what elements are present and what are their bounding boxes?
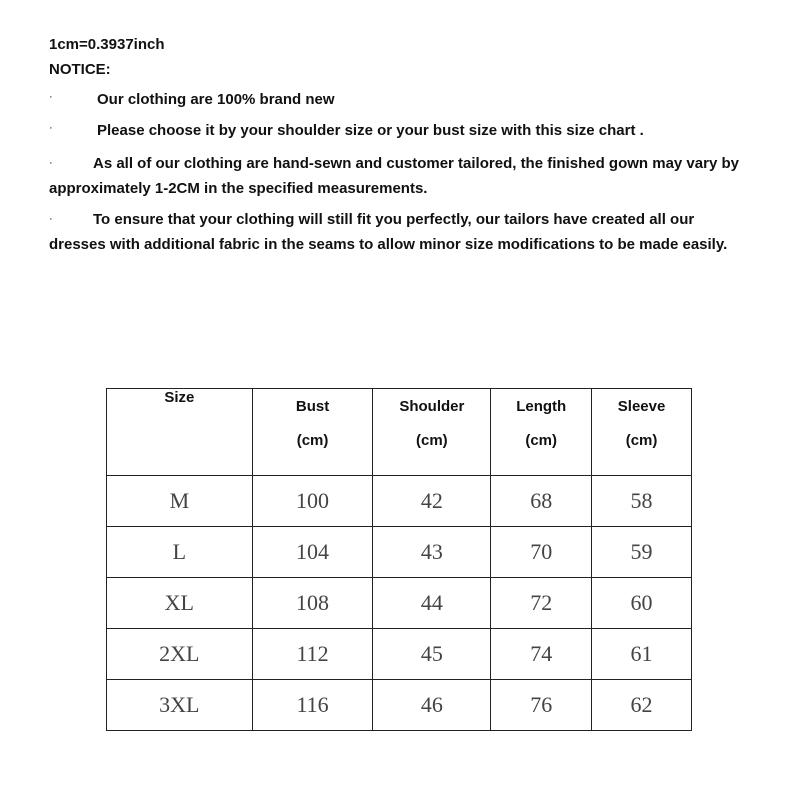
bullet-icon: ·: [49, 91, 53, 103]
notice-item-text: Please choose it by your shoulder size or your bust size with this size chart .: [97, 122, 644, 139]
column-header-size: [107, 389, 253, 476]
notice-item: [49, 207, 739, 257]
shoulder-cell: 43: [373, 527, 491, 578]
length-cell: 72: [491, 578, 592, 629]
column-header-unit: (cm): [416, 432, 448, 449]
table-row: [107, 476, 692, 527]
column-header-sleeve: [592, 389, 692, 476]
table-header-row: [107, 389, 692, 476]
notice-item: [49, 89, 739, 111]
bust-cell: 104: [252, 527, 373, 578]
shoulder-cell: 45: [373, 629, 491, 680]
notice-item-text: To ensure that your clothing will still fit you perfectly, our tailors have created all our dresses with additional fabric in the seams to allow minor size modifications to be made easily.: [49, 211, 728, 253]
column-header-unit: (cm): [525, 432, 558, 449]
table-row: [107, 629, 692, 680]
column-header-bust: [252, 389, 373, 476]
unit-conversion: 1cm=0.3937inch: [49, 36, 165, 53]
length-cell: 74: [491, 629, 592, 680]
size-cell: L: [107, 527, 253, 578]
sleeve-cell: 58: [592, 476, 692, 527]
bust-cell: 112: [252, 629, 373, 680]
size-cell: 2XL: [107, 629, 253, 680]
table-row: [107, 527, 692, 578]
sleeve-cell: 60: [592, 578, 692, 629]
column-header-label: Length: [516, 398, 567, 415]
column-header-label: Shoulder: [399, 398, 465, 415]
bust-cell: 100: [252, 476, 373, 527]
size-cell: M: [107, 476, 253, 527]
size-cell: XL: [107, 578, 253, 629]
shoulder-cell: 44: [373, 578, 491, 629]
notice-section: [49, 34, 739, 263]
sleeve-cell: 61: [592, 629, 692, 680]
column-header-label: Bust: [295, 398, 330, 415]
notice-item: [49, 120, 739, 142]
column-header-unit: (cm): [625, 432, 658, 449]
bust-cell: 108: [252, 578, 373, 629]
sleeve-cell: 59: [592, 527, 692, 578]
table-row: [107, 578, 692, 629]
length-cell: 70: [491, 527, 592, 578]
table-row: [107, 680, 692, 731]
size-cell: 3XL: [107, 680, 253, 731]
sleeve-cell: 62: [592, 680, 692, 731]
bullet-icon: ·: [49, 213, 53, 225]
column-header-label: Sleeve: [617, 398, 666, 415]
column-header-label: Size: [164, 389, 195, 406]
column-header-length: [491, 389, 592, 476]
bust-cell: 116: [252, 680, 373, 731]
bullet-icon: ·: [49, 157, 53, 169]
bullet-icon: ·: [49, 122, 53, 134]
notice-item-text: Our clothing are 100% brand new: [97, 91, 335, 108]
length-cell: 68: [491, 476, 592, 527]
column-header-shoulder: [373, 389, 491, 476]
shoulder-cell: 46: [373, 680, 491, 731]
column-header-unit: (cm): [296, 432, 329, 449]
notice-item: [49, 151, 739, 201]
notice-heading: NOTICE:: [49, 61, 111, 78]
size-chart-table: [106, 388, 692, 731]
notice-item-text: As all of our clothing are hand-sewn and customer tailored, the finished gown may vary by approximately 1-2CM in the specified measurements.: [49, 155, 739, 197]
shoulder-cell: 42: [373, 476, 491, 527]
length-cell: 76: [491, 680, 592, 731]
